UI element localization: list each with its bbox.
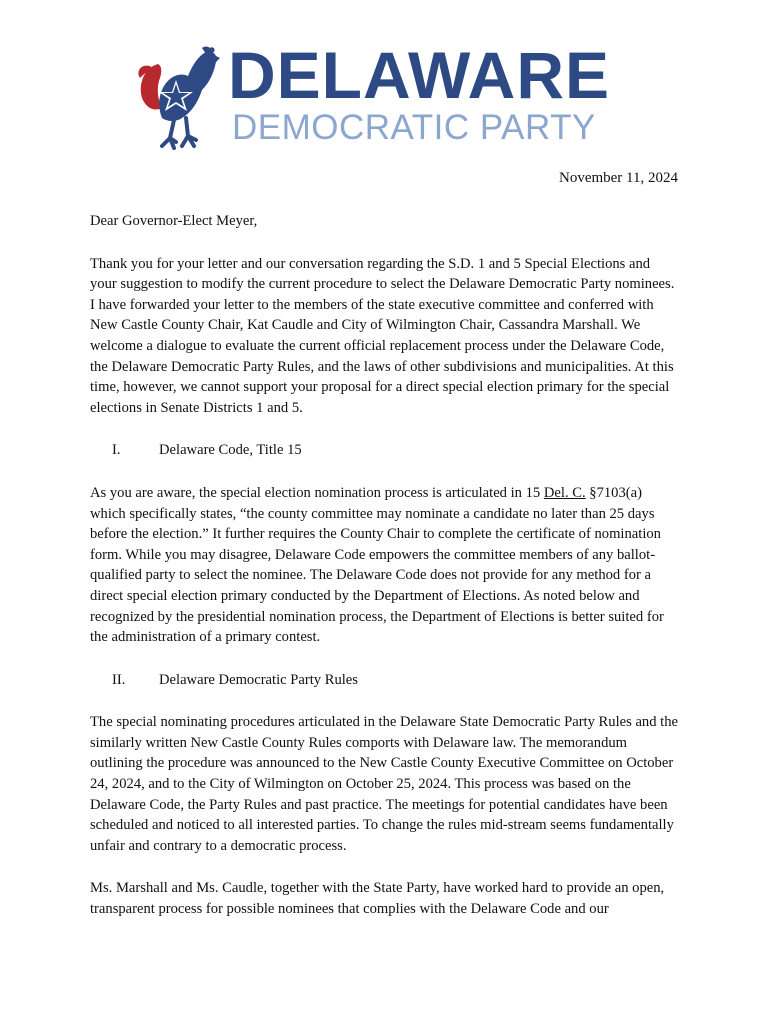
paragraph-delaware-code <box>90 483 680 648</box>
rooster-star-icon <box>136 46 222 152</box>
paragraph-text: §7103(a) which specifically states, “the county committee may nominate a candidate no later than 25 days before the election.” It further requires the County Chair to complete the certificate of nomination form. While you may disagree, Delaware Code empowers the committee members of any ballot-qualified party to select the nominee. The Delaware Code does not provide for any method for a direct special election primary conducted by the Department of Elections. As noted below and recognized by the presidential nomination process, the Department of Elections is better suited for the administration of a primary contest. <box>90 484 664 646</box>
section-number: I. <box>112 442 121 459</box>
statute-citation: Del. C. <box>543 484 586 501</box>
section-heading-1 <box>90 440 680 461</box>
section-title: Delaware Code, Title 15 <box>159 442 302 459</box>
logo-title: DELAWARE <box>228 38 611 112</box>
paragraph-party-rules: The special nominating procedures articulated in the Delaware State Democratic Party Rules and the similarly written New Castle County Rules comports with Delaware law. The memorandum outlining the procedure was announced to the New Castle County Executive Committee on October 24, 2024, and to the City of Wilmington on October 25, 2024. This process was based on the Delaware Code, the Party Rules and past practice. The meetings for potential candidates have been scheduled and noticed to all interested parties. To change the rules mid-stream seems fundamentally unfair and contrary to a democratic process. <box>90 714 678 854</box>
paragraph-closing: Ms. Marshall and Ms. Caudle, together with the State Party, have worked hard to provide an open, transparent process for possible nominees that complies with the Delaware Code and our <box>90 880 665 918</box>
logo-subtitle: DEMOCRATIC PARTY <box>232 108 596 147</box>
letter-date: November 11, 2024 <box>558 170 678 186</box>
letter-body <box>90 211 680 942</box>
section-heading-2 <box>90 670 680 691</box>
paragraph-intro: Thank you for your letter and our conversation regarding the S.D. 1 and 5 Special Elections and your suggestion to modify the current procedure to select the Delaware Democratic Party nominees. I have forwarded your letter to the members of the state executive committee and conferred with New Castle County Chair, Kat Caudle and City of Wilmington Chair, Cassandra Marshall. We welcome a dialogue to evaluate the current official replacement process under the Delaware Code, the Delaware Democratic Party Rules, and the laws of other subdivisions and municipalities. At this time, however, we cannot support your proposal for a direct special election primary for the special elections in Senate Districts 1 and 5. <box>90 255 675 416</box>
paragraph-text: As you are aware, the special election nomination process is articulated in 15 <box>90 484 544 501</box>
salutation: Dear Governor-Elect Meyer, <box>90 213 258 229</box>
section-title: Delaware Democratic Party Rules <box>159 671 358 688</box>
party-logo <box>136 38 636 154</box>
section-number: II. <box>112 671 126 688</box>
